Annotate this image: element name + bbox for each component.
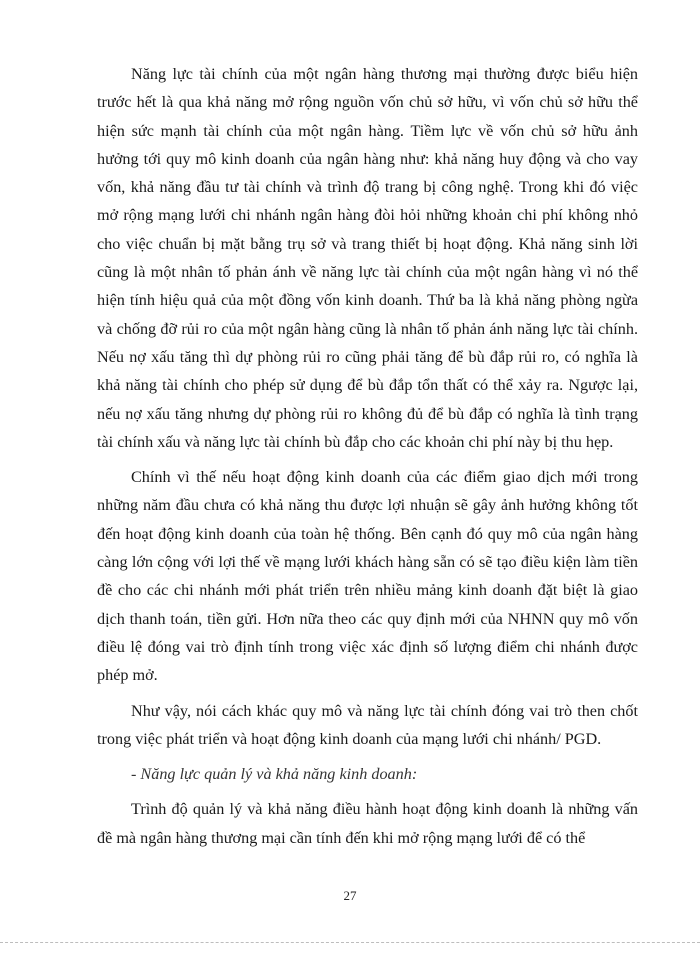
page-number: 27 xyxy=(343,888,357,903)
paragraph-new-branches: Chính vì thế nếu hoạt động kinh doanh của các điểm giao dịch mới trong những năm đầu chưa có khả năng thu được lợi nhuận sẽ gây ảnh hưởng không tốt đến hoạt động kinh doanh của toàn hệ thống. Bên cạnh đó quy mô của ngân hàng càng lớn cộng với lợi thế về mạng lưới khách hàng sẵn có sẽ tạo điều kiện làm tiền đề cho các chi nhánh mới phát triển trên nhiều mảng kinh doanh đặt biệt là giao dịch thanh toán, tiền gửi. Hơn nữa theo các quy định mới của NHNN quy mô vốn điều lệ đóng vai trò định tính trong việc xác định số lượng điểm chi nhánh được phép mở. xyxy=(97,468,638,685)
page-bottom-divider xyxy=(0,942,700,943)
paragraph-conclusion: Như vậy, nói cách khác quy mô và năng lực tài chính đóng vai trò then chốt trong việc phát triển và hoạt động kinh doanh của mạng lưới chi nhánh/ PGD. xyxy=(97,701,638,748)
document-body xyxy=(97,60,638,859)
paragraph-management: Trình độ quản lý và khả năng điều hành hoạt động kinh doanh là những vấn đề mà ngân hàng thương mại cần tính đến khi mở rộng mạng lưới để có thể xyxy=(97,800,638,847)
paragraph-financial-capacity: Năng lực tài chính của một ngân hàng thương mại thường được biểu hiện trước hết là qua khả năng mở rộng nguồn vốn chủ sở hữu, vì vốn chủ sở hữu thể hiện sức mạnh tài chính của một ngân hàng. Tiềm lực về vốn chủ sở hữu ảnh hưởng tới quy mô kinh doanh của ngân hàng như: khả năng huy động và cho vay vốn, khả năng đầu tư tài chính và trình độ trang bị công nghệ. Trong khi đó việc mở rộng mạng lưới chi nhánh ngân hàng đòi hỏi những khoản chi phí không nhỏ cho việc chuẩn bị mặt bằng trụ sở và trang thiết bị hoạt động. Khả năng sinh lời cũng là một nhân tố phản ánh về năng lực tài chính của một ngân hàng vì nó thể hiện tính hiệu quả của một đồng vốn kinh doanh. Thứ ba là khả năng phòng ngừa và chống đỡ rủi ro của một ngân hàng cũng là nhân tố phản ánh năng lực tài chính. Nếu nợ xấu tăng thì dự phòng rủi ro cũng phải tăng để bù đắp rủi ro, có nghĩa là khả năng tài chính cho phép sử dụng để bù đắp tổn thất có thể xảy ra. Ngược lại, nếu nợ xấu tăng nhưng dự phòng rủi ro không đủ để bù đắp có nghĩa là tình trạng tài chính xấu và năng lực tài chính bù đắp cho các khoản chi phí này bị thu hẹp. xyxy=(97,65,638,451)
subheading-management-capacity: - Năng lực quản lý và khả năng kinh doanh: xyxy=(131,765,418,784)
